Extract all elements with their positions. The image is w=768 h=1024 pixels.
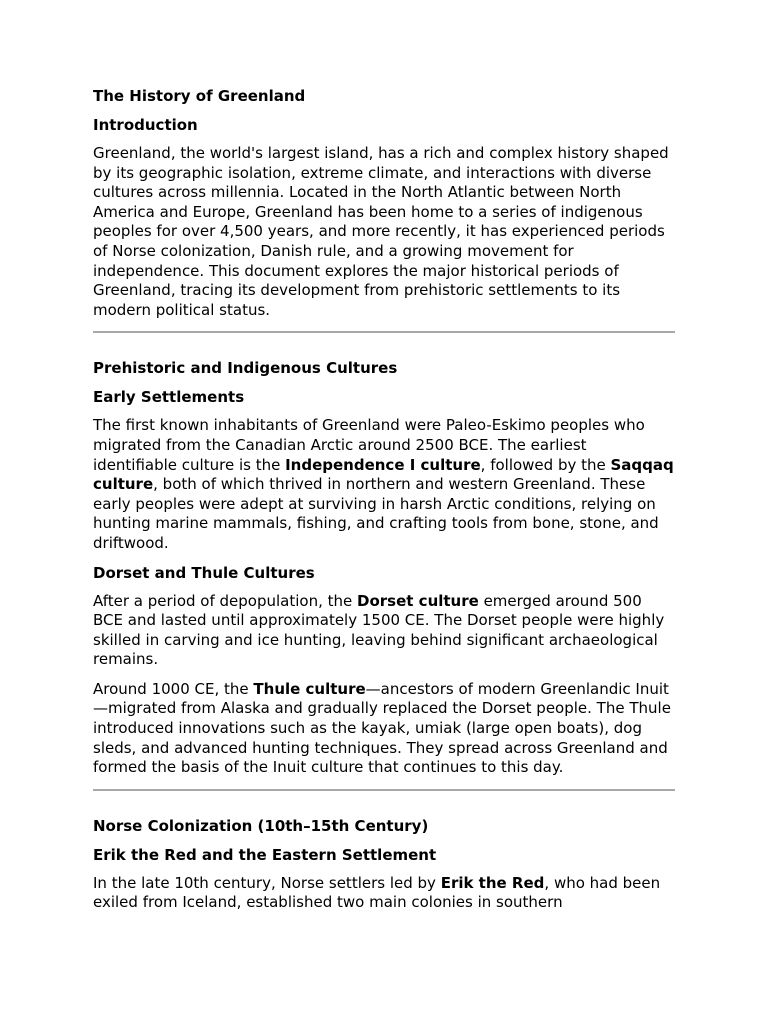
- text-run: After a period of depopulation, the: [93, 591, 358, 610]
- saqqaq-culture-term: Saqqaq culture: [93, 455, 674, 494]
- erik-heading: Erik the Red and the Eastern Settlement: [93, 845, 437, 864]
- text-run: , followed by the: [480, 455, 611, 474]
- thule-culture-term: Thule culture: [253, 679, 366, 698]
- document-title: The History of Greenland: [93, 87, 306, 105]
- early-settlements-heading: Early Settlements: [93, 388, 245, 407]
- erik-paragraph: [93, 874, 675, 913]
- early-settlements-paragraph: [93, 416, 675, 553]
- text-run: Around 1000 CE, the: [93, 679, 254, 698]
- erik-the-red-term: Erik the Red: [440, 873, 545, 892]
- text-run: , who had been exiled from Iceland, established two main colonies in southern: [93, 873, 661, 912]
- dorset-paragraph: [93, 592, 675, 670]
- text-run: In the late 10th century, Norse settlers led by: [93, 873, 441, 892]
- section-divider: [93, 789, 675, 791]
- text-run: , both of which thrived in northern and western Greenland. These early peoples were adept at surviving in harsh Arctic conditions, relying on hunting marine mammals, fishing, and crafting tools from bone, stone, and driftwood.: [93, 475, 659, 552]
- section-divider: [93, 331, 675, 333]
- text-run: The first known inhabitants of Greenland were Paleo-Eskimo peoples who migrated from the Canadian Arctic around 2500 BCE. The earliest identifiable culture is the: [93, 416, 645, 474]
- norse-heading: Norse Colonization (10th–15th Century): [93, 816, 429, 835]
- prehistoric-heading: Prehistoric and Indigenous Cultures: [93, 359, 398, 378]
- text-run: emerged around 500 BCE and lasted until approximately 1500 CE. The Dorset people were highly skilled in carving and ice hunting, leaving behind significant archaeological remains.: [93, 591, 665, 669]
- independence-culture-term: Independence I culture: [285, 455, 481, 474]
- introduction-heading: Introduction: [93, 116, 198, 134]
- text-run: —ancestors of modern Greenlandic Inuit—migrated from Alaska and gradually replaced the Dorset people. The Thule introduced innovations such as the kayak, umiak (large open boats), dog sleds, and advanced hunting techniques. They spread across Greenland and formed the basis of the Inuit culture that continues to this day.: [93, 679, 671, 777]
- document-page: [93, 86, 675, 913]
- dorset-culture-term: Dorset culture: [357, 591, 479, 610]
- dorset-thule-heading: Dorset and Thule Cultures: [93, 563, 315, 582]
- introduction-paragraph: Greenland, the world's largest island, has a rich and complex history shaped by its geographic isolation, extreme climate, and interactions with diverse cultures across millennia. Located in the North Atlantic between North America and Europe, Greenland has been home to a series of indigenous peoples for over 4,500 years, and more recently, it has experienced periods of Norse colonization, Danish rule, and a growing movement for independence. This document explores the major historical periods of Greenland, tracing its development from prehistoric settlements to its modern political status.: [93, 144, 669, 319]
- thule-paragraph: [93, 680, 675, 778]
